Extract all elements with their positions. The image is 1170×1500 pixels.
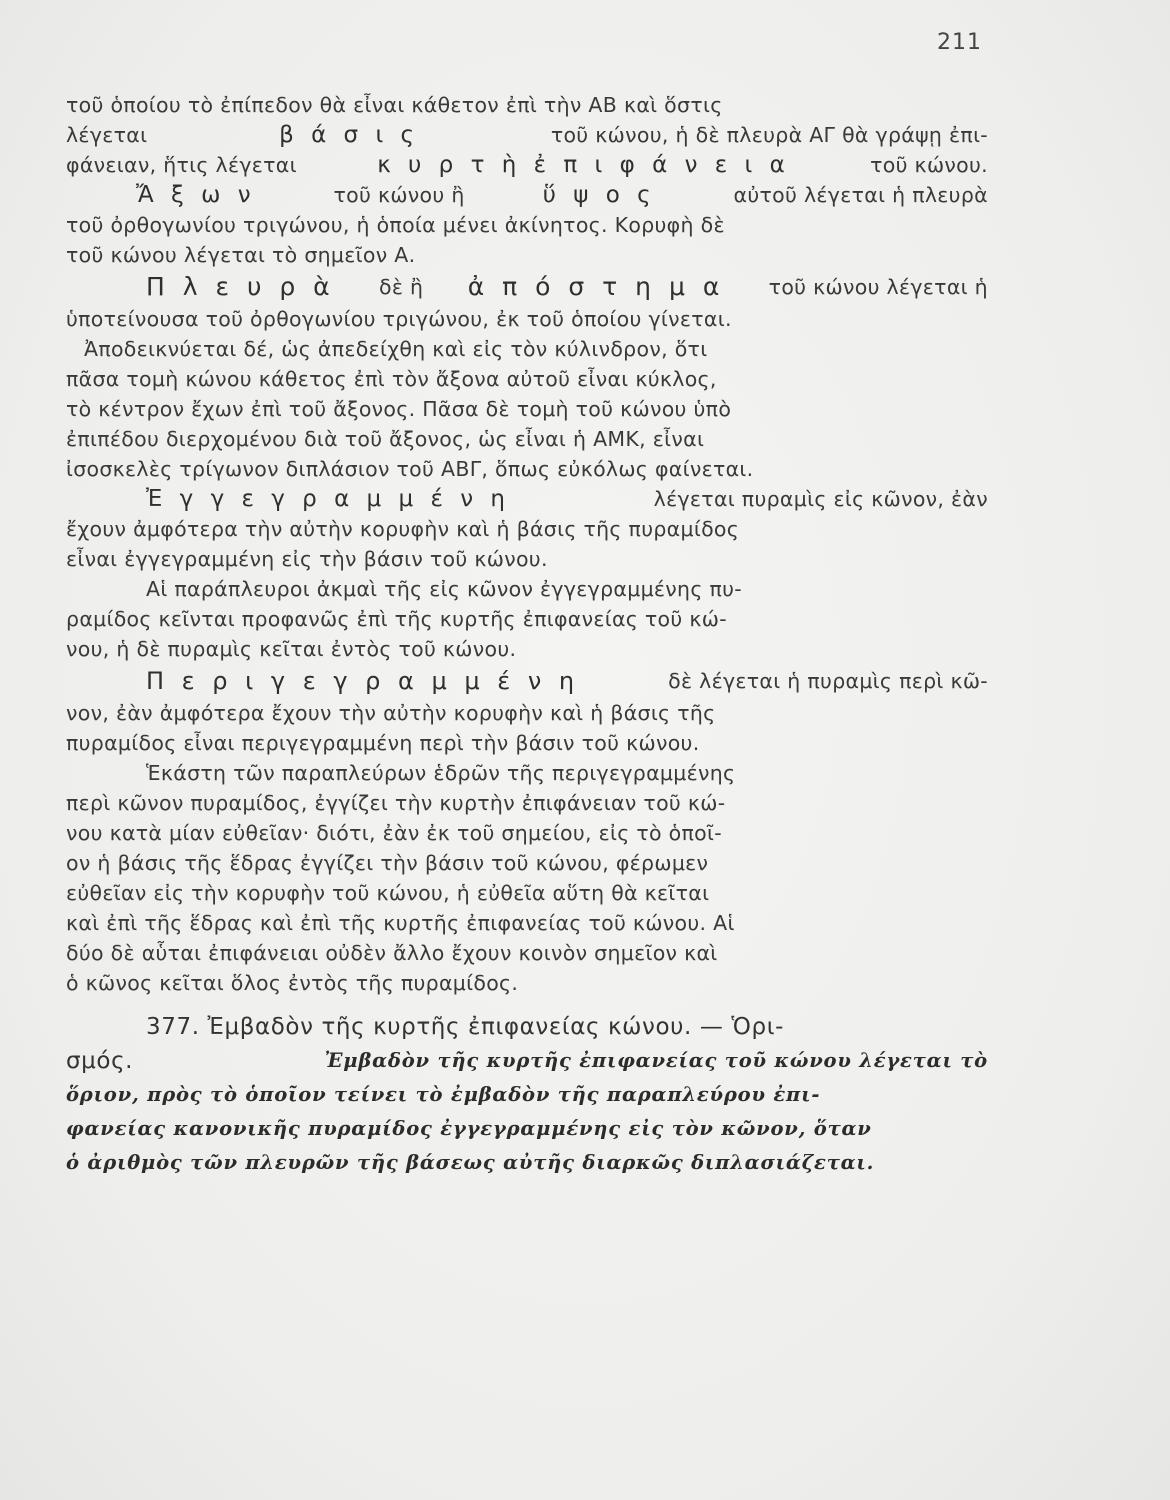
spaced-term: β ά σ ι ς — [279, 122, 420, 148]
text-line — [66, 334, 988, 364]
text-run: ον ἡ βάσις τῆς ἕδρας ἐγγίζει τὴν βάσιν τοῦ κώνου, φέρωμεν — [66, 851, 709, 875]
spaced-term: ὕ ψ ο ς — [542, 182, 656, 208]
text-line — [66, 634, 988, 664]
text-run: δύο δὲ αὗται ἐπιφάνειαι οὐδὲν ἄλλο ἔχουν κοινὸν σημεῖον καὶ — [66, 941, 718, 965]
text-run: νου κατὰ μίαν εὐθεῖαν· διότι, ἐὰν ἐκ τοῦ σημείου, εἰς τὸ ὁποῖ- — [66, 821, 722, 845]
text-line — [66, 818, 988, 848]
text-line — [66, 304, 988, 334]
text-run: ὁ κῶνος κεῖται ὅλος ἐντὸς τῆς πυραμίδος. — [66, 971, 519, 995]
text-line — [66, 120, 988, 150]
text-run: τοῦ ὀρθογωνίου τριγώνου, ἡ ὁποία μένει ἀκίνητος. Κορυφὴ δὲ — [66, 213, 725, 237]
text-line — [66, 664, 988, 698]
text-run: νου, ἡ δὲ πυραμὶς κεῖται ἐντὸς τοῦ κώνου. — [66, 637, 517, 661]
body-text — [66, 90, 988, 1180]
text-line — [66, 908, 988, 938]
text-line — [66, 90, 988, 120]
spaced-term: Π λ ε υ ρ ὰ — [146, 272, 335, 301]
text-run: αὐτοῦ λέγεται ἡ πλευρὰ — [733, 183, 988, 207]
text-run: δὲ ἢ — [379, 275, 424, 299]
text-line — [66, 424, 988, 454]
section-title-end: σμός. — [66, 1048, 134, 1074]
text-run: νον, ἐὰν ἀμφότερα ἔχουν τὴν αὐτὴν κορυφὴν καὶ ἡ βάσις τῆς — [66, 701, 716, 725]
text-run: περὶ κῶνον πυραμίδος, ἐγγίζει τὴν κυρτὴν ἐπιφάνειαν τοῦ κώ- — [66, 791, 726, 815]
text-line — [66, 788, 988, 818]
text-run: ὑποτείνουσα τοῦ ὀρθογωνίου τριγώνου, ἐκ τοῦ ὁποίου γίνεται. — [66, 307, 732, 331]
text-line — [66, 544, 988, 574]
definition-text: φανείας κανονικῆς πυραμίδος ἐγγεγραμμένης εἰς τὸν κῶνον, ὅταν — [66, 1117, 872, 1140]
text-line — [66, 938, 988, 968]
text-run: πᾶσα τομὴ κώνου κάθετος ἐπὶ τὸν ἄξονα αὐτοῦ εἶναι κύκλος, — [66, 367, 717, 391]
text-line — [66, 758, 988, 788]
text-run: φάνειαν, ἥτις λέγεται — [66, 153, 297, 177]
text-run: ἔχουν ἀμφότερα τὴν αὐτὴν κορυφὴν καὶ ἡ βάσις τῆς πυραμίδος — [66, 517, 740, 541]
text-run: δὲ λέγεται ἡ πυραμὶς περὶ κῶ- — [668, 669, 988, 693]
text-run: εἶναι ἐγγεγραμμένη εἰς τὴν βάσιν τοῦ κώνου. — [66, 547, 548, 571]
text-line — [66, 454, 988, 484]
text-run: τοῦ κώνου λέγεται ἡ — [768, 275, 988, 299]
definition-text: ὁ ἀριθμὸς τῶν πλευρῶν τῆς βάσεως αὐτῆς διαρκῶς διπλασιάζεται. — [66, 1151, 875, 1174]
text-line — [66, 728, 988, 758]
text-run: τοῦ ὁποίου τὸ ἐπίπεδον θὰ εἶναι κάθετον ἐπὶ τὴν ΑΒ καὶ ὅστις — [66, 93, 723, 117]
definition-line — [66, 1078, 988, 1112]
text-line — [66, 270, 988, 304]
section-heading — [66, 1010, 988, 1044]
text-run: πυραμίδος εἶναι περιγεγραμμένη περὶ τὴν βάσιν τοῦ κώνου. — [66, 731, 700, 755]
text-line — [66, 574, 988, 604]
text-line — [66, 180, 988, 210]
section-title: 377. Ἐμβαδὸν τῆς κυρτῆς ἐπιφανείας κώνου. — Ὁρι- — [146, 1014, 784, 1040]
spaced-term: Ἄ ξ ω ν — [136, 182, 256, 208]
text-line — [66, 968, 988, 998]
text-run: Ἀποδεικνύεται δέ, ὡς ἀπεδείχθη καὶ εἰς τὸν κύλινδρον, ὅτι — [84, 337, 708, 361]
definition-text: Ἐμβαδὸν τῆς κυρτῆς ἐπιφανείας τοῦ κώνου λέγεται τὸ — [324, 1049, 988, 1072]
text-line — [66, 848, 988, 878]
text-line — [66, 604, 988, 634]
text-run: ἰσοσκελὲς τρίγωνον διπλάσιον τοῦ ΑΒΓ, ὅπως εὐκόλως φαίνεται. — [66, 457, 754, 481]
text-run: τοῦ κώνου. — [870, 153, 988, 177]
spaced-term: ἀ π ό σ τ η μ α — [467, 272, 725, 301]
spaced-term: Π ε ρ ι γ ε γ ρ α μ μ έ ν η — [146, 667, 580, 695]
text-line — [66, 364, 988, 394]
text-run: ραμίδος κεῖνται προφανῶς ἐπὶ τῆς κυρτῆς ἐπιφανείας τοῦ κώ- — [66, 607, 727, 631]
text-line — [66, 484, 988, 514]
text-line — [66, 514, 988, 544]
definition-line — [66, 1044, 988, 1078]
text-line — [66, 878, 988, 908]
definition-line — [66, 1112, 988, 1146]
definition-line — [66, 1146, 988, 1180]
text-run: Ἑκάστη τῶν παραπλεύρων ἑδρῶν τῆς περιγεγραμμένης — [146, 761, 736, 785]
text-run: τοῦ κώνου, ἡ δὲ πλευρὰ ΑΓ θὰ γράψῃ ἐπι- — [550, 123, 988, 147]
text-line — [66, 240, 988, 270]
page-number: 211 — [937, 30, 982, 55]
text-line — [66, 210, 988, 240]
text-line — [66, 150, 988, 180]
text-run: ἐπιπέδου διερχομένου διὰ τοῦ ἄξονος, ὡς εἶναι ἡ ΑΜΚ, εἶναι — [66, 427, 705, 451]
text-run: εὐθεῖαν εἰς τὴν κορυφὴν τοῦ κώνου, ἡ εὐθεῖα αὕτη θὰ κεῖται — [66, 881, 710, 905]
spaced-term: Ἐ γ γ ε γ ρ α μ μ έ ν η — [146, 486, 510, 512]
text-line — [66, 698, 988, 728]
text-line — [66, 394, 988, 424]
definition-text: ὅριον, πρὸς τὸ ὁποῖον τείνει τὸ ἐμβαδὸν τῆς παραπλεύρου ἐπι- — [66, 1083, 821, 1106]
spaced-term: κ υ ρ τ ὴ ἐ π ι φ ά ν ε ι α — [377, 152, 790, 178]
text-run: λέγεται — [66, 123, 148, 147]
text-run: τοῦ κώνου λέγεται τὸ σημεῖον Α. — [66, 243, 416, 267]
text-run: τοῦ κώνου ἢ — [333, 183, 465, 207]
text-run: Αἱ παράπλευροι ἀκμαὶ τῆς εἰς κῶνον ἐγγεγραμμένης πυ- — [146, 577, 742, 601]
text-run: λέγεται πυραμὶς εἰς κῶνον, ἐὰν — [653, 487, 988, 511]
text-run: τὸ κέντρον ἔχων ἐπὶ τοῦ ἄξονος. Πᾶσα δὲ τομὴ τοῦ κώνου ὑπὸ — [66, 397, 732, 421]
text-run: καὶ ἐπὶ τῆς ἕδρας καὶ ἐπὶ τῆς κυρτῆς ἐπιφανείας τοῦ κώνου. Αἱ — [66, 911, 735, 935]
